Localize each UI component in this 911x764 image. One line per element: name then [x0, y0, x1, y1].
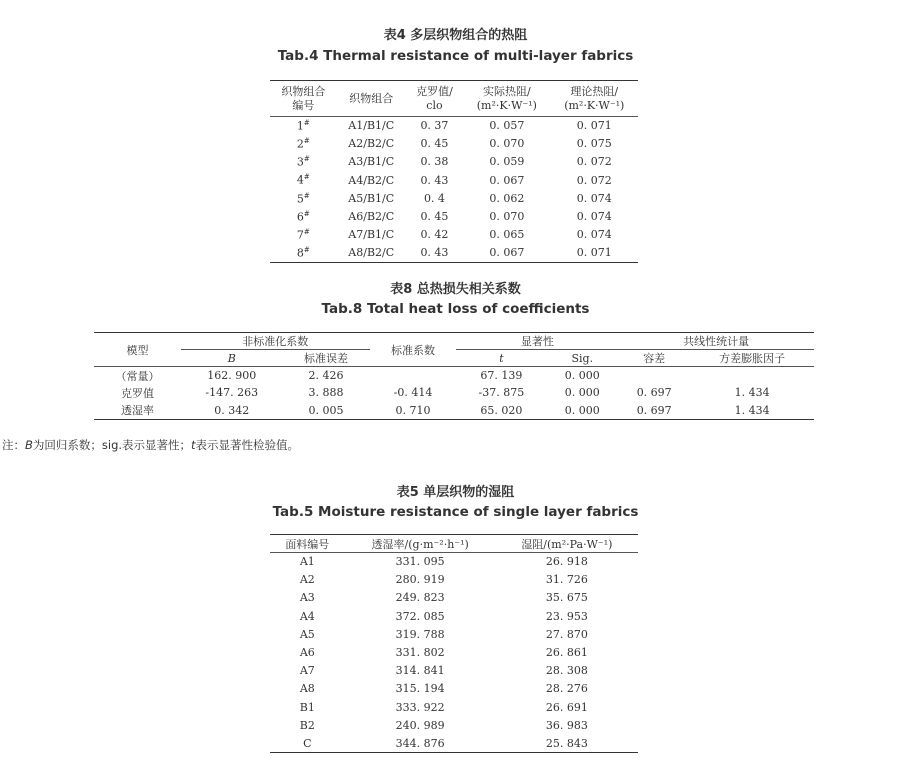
t5-cell: C: [303, 736, 312, 750]
t5-cell: A8: [299, 682, 315, 696]
table-row: [270, 680, 638, 698]
t8-cell: [618, 367, 690, 385]
t8-header-se: 标准误差: [304, 352, 348, 365]
table-row: [270, 607, 638, 625]
t8-cell: -37. 875: [478, 386, 525, 400]
t5-header-resist: 湿阻/(m²·Pa·W⁻¹): [521, 537, 613, 551]
t8-cell: 克罗值: [120, 386, 154, 400]
table-row: [270, 716, 638, 734]
t5-cell: A5: [299, 627, 315, 641]
t5-cell: A7: [299, 664, 315, 678]
table-row: [94, 384, 814, 402]
t8-cell: 65. 020: [480, 403, 523, 417]
t5-cell: 315. 194: [395, 682, 445, 696]
t4-cell: 0. 067: [489, 246, 525, 260]
t5-cell: 27. 870: [545, 627, 588, 641]
t4-cell: 0. 45: [420, 210, 449, 224]
t5-cell: 319. 788: [395, 627, 445, 641]
t4-cell: 0. 071: [576, 246, 612, 260]
t4-cell: 0. 057: [489, 119, 525, 133]
t8-cell: [370, 367, 457, 385]
t5-cell: 333. 922: [395, 700, 445, 714]
table4: [270, 80, 638, 263]
t4-cell: 0. 071: [576, 119, 612, 133]
t4-header-id: 织物组合 编号: [281, 84, 326, 112]
table-row: [270, 226, 638, 244]
t5-cell: 372. 085: [395, 609, 445, 623]
table-row: [270, 135, 638, 153]
t5-cell: A1: [299, 555, 315, 569]
t5-cell: 26. 918: [545, 555, 588, 569]
table4-caption-en: Tab.4 Thermal resistance of multi-layer fabrics: [277, 48, 634, 64]
t8-header-t: t: [499, 351, 504, 365]
t4-cell: A3/B1/C: [348, 155, 395, 169]
table-row: [270, 589, 638, 607]
t5-cell: 280. 919: [395, 573, 445, 587]
table4-caption-cn: 表4 多层织物组合的热阻: [383, 28, 528, 43]
t4-cell: 6#: [296, 209, 310, 224]
t8-header-vif: 方差膨胀因子: [719, 352, 786, 365]
t8-cell: 0. 000: [564, 369, 600, 382]
t8-cell: -0. 414: [393, 386, 433, 400]
t8-cell: 162. 900: [207, 369, 257, 382]
table-row: [270, 698, 638, 716]
t8-cell: 3. 888: [308, 386, 344, 400]
table8: [94, 332, 814, 420]
t5-cell: A3: [299, 591, 315, 605]
t4-cell: 0. 070: [489, 210, 525, 224]
t8-cell: 透湿率: [120, 404, 154, 417]
t4-cell: A5/B1/C: [348, 191, 395, 205]
t8-cell: 0. 000: [564, 386, 600, 400]
t4-cell: 0. 43: [420, 246, 449, 260]
t5-cell: 331. 095: [395, 555, 445, 569]
t4-header-theory: 理论热阻/ (m²·K·W⁻¹): [564, 84, 625, 112]
t4-cell: 8#: [296, 245, 310, 260]
t4-cell: 3#: [296, 155, 310, 169]
t8-cell: 67. 139: [480, 369, 523, 382]
table8-caption-en: Tab.8 Total heat loss of coefficients: [321, 301, 590, 317]
t8-cell: 0. 000: [564, 403, 600, 417]
t4-cell: 4#: [296, 173, 310, 187]
t5-cell: 26. 691: [545, 700, 588, 714]
t5-cell: 240. 989: [395, 718, 445, 732]
t8-header-std: 标准系数: [370, 333, 457, 367]
t8-cell: 2. 426: [308, 369, 344, 382]
t4-header-clo: 克罗值/ clo: [416, 84, 453, 112]
table-row: [270, 734, 638, 752]
t4-cell: 0. 072: [576, 173, 612, 187]
t4-cell: 0. 062: [489, 191, 525, 205]
t4-cell: A4/B2/C: [348, 173, 395, 187]
table-row: [270, 662, 638, 680]
t5-cell: 25. 843: [545, 736, 588, 750]
t8-cell: 1. 434: [734, 386, 770, 400]
table-row: [270, 153, 638, 171]
t4-cell: 0. 4: [423, 191, 445, 205]
t5-cell: B2: [299, 718, 315, 732]
table5: [270, 534, 638, 753]
t5-cell: 344. 876: [395, 736, 445, 750]
table-row: [270, 553, 638, 571]
t8-cell: （常量）: [115, 369, 160, 383]
table-row: [270, 643, 638, 661]
t5-cell: 314. 841: [395, 664, 445, 678]
table5-caption-cn: 表5 单层织物的湿阻: [396, 485, 515, 500]
t8-cell: [690, 367, 814, 385]
t5-cell: A4: [299, 609, 315, 623]
t8-cell: 0. 710: [395, 403, 431, 417]
t5-cell: 23. 953: [545, 609, 588, 623]
t4-cell: 0. 45: [420, 137, 449, 151]
table-row: [270, 207, 638, 225]
table-row: [270, 117, 638, 135]
t8-cell: 0. 005: [308, 403, 344, 417]
t8-cell: 0. 342: [214, 403, 250, 417]
t4-cell: 0. 070: [489, 137, 525, 151]
t8-cell: 0. 697: [636, 386, 672, 400]
t4-cell: 0. 43: [420, 173, 449, 187]
table-row: [270, 171, 638, 189]
t4-cell: 0. 074: [576, 191, 612, 205]
t5-cell: A2: [299, 573, 315, 587]
t4-cell: A7/B1/C: [348, 228, 395, 242]
t4-header-combo: 织物组合: [349, 91, 394, 105]
t8-cell: 1. 434: [734, 403, 770, 417]
t4-cell: 0. 072: [576, 155, 612, 169]
t5-cell: 36. 983: [545, 718, 588, 732]
table-row: [270, 571, 638, 589]
t8-header-sigsec: 显著性: [456, 333, 618, 350]
t8-header-unstd: 非标准化系数: [181, 333, 370, 350]
t8-header-b: B: [227, 351, 236, 365]
t4-cell: A2/B2/C: [348, 137, 395, 151]
t5-cell: 28. 308: [545, 664, 588, 678]
t5-cell: 26. 861: [545, 646, 588, 660]
t4-cell: 7#: [296, 227, 310, 242]
t4-cell: 0. 067: [489, 173, 525, 187]
table8-caption-cn: 表8 总热损失相关系数: [390, 282, 521, 297]
t4-cell: 0. 38: [420, 155, 449, 169]
t4-cell: 0. 059: [489, 155, 525, 169]
table-row: [94, 402, 814, 420]
t8-header-tol: 容差: [643, 352, 666, 365]
t5-cell: 28. 276: [545, 682, 588, 696]
t4-cell: 0. 37: [420, 119, 449, 133]
t8-header-model: 模型: [94, 333, 181, 367]
t4-cell: 0. 42: [420, 228, 449, 242]
t4-cell: 5#: [296, 191, 310, 206]
t5-cell: B1: [299, 700, 315, 714]
t4-cell: A6/B2/C: [348, 210, 395, 224]
t4-cell: 1#: [296, 119, 310, 133]
table-row: [270, 625, 638, 643]
table-row: [94, 367, 814, 385]
t8-cell: 0. 697: [636, 403, 672, 417]
t4-cell: A1/B1/C: [348, 119, 395, 133]
t8-header-sig: Sig.: [571, 351, 594, 365]
t4-cell: 0. 065: [489, 228, 525, 242]
t5-cell: 249. 823: [395, 591, 445, 605]
table-row: [270, 244, 638, 262]
t4-cell: 0. 074: [576, 210, 612, 224]
table-row: [270, 189, 638, 207]
t4-cell: A8/B2/C: [348, 246, 395, 260]
t5-header-id: 面料编号: [285, 537, 330, 551]
t5-cell: 331. 802: [395, 646, 445, 660]
t5-cell: 31. 726: [545, 573, 588, 587]
t4-cell: 0. 074: [576, 228, 612, 242]
t4-cell: 0. 075: [576, 137, 612, 151]
table8-note: 注：B为回归系数；sig.表示显著性；t表示显著性检验值。: [2, 438, 300, 452]
t4-cell: 2#: [296, 136, 310, 151]
t5-cell: A6: [299, 646, 315, 660]
t4-header-actual: 实际热阻/ (m²·K·W⁻¹): [476, 84, 537, 112]
t5-header-perm: 透湿率/(g·m⁻²·h⁻¹): [371, 537, 469, 551]
t8-cell: -147. 263: [205, 386, 259, 400]
t5-cell: 35. 675: [545, 591, 588, 605]
t8-header-col: 共线性统计量: [618, 333, 814, 350]
table5-caption-en: Tab.5 Moisture resistance of single layer fabrics: [272, 504, 639, 520]
